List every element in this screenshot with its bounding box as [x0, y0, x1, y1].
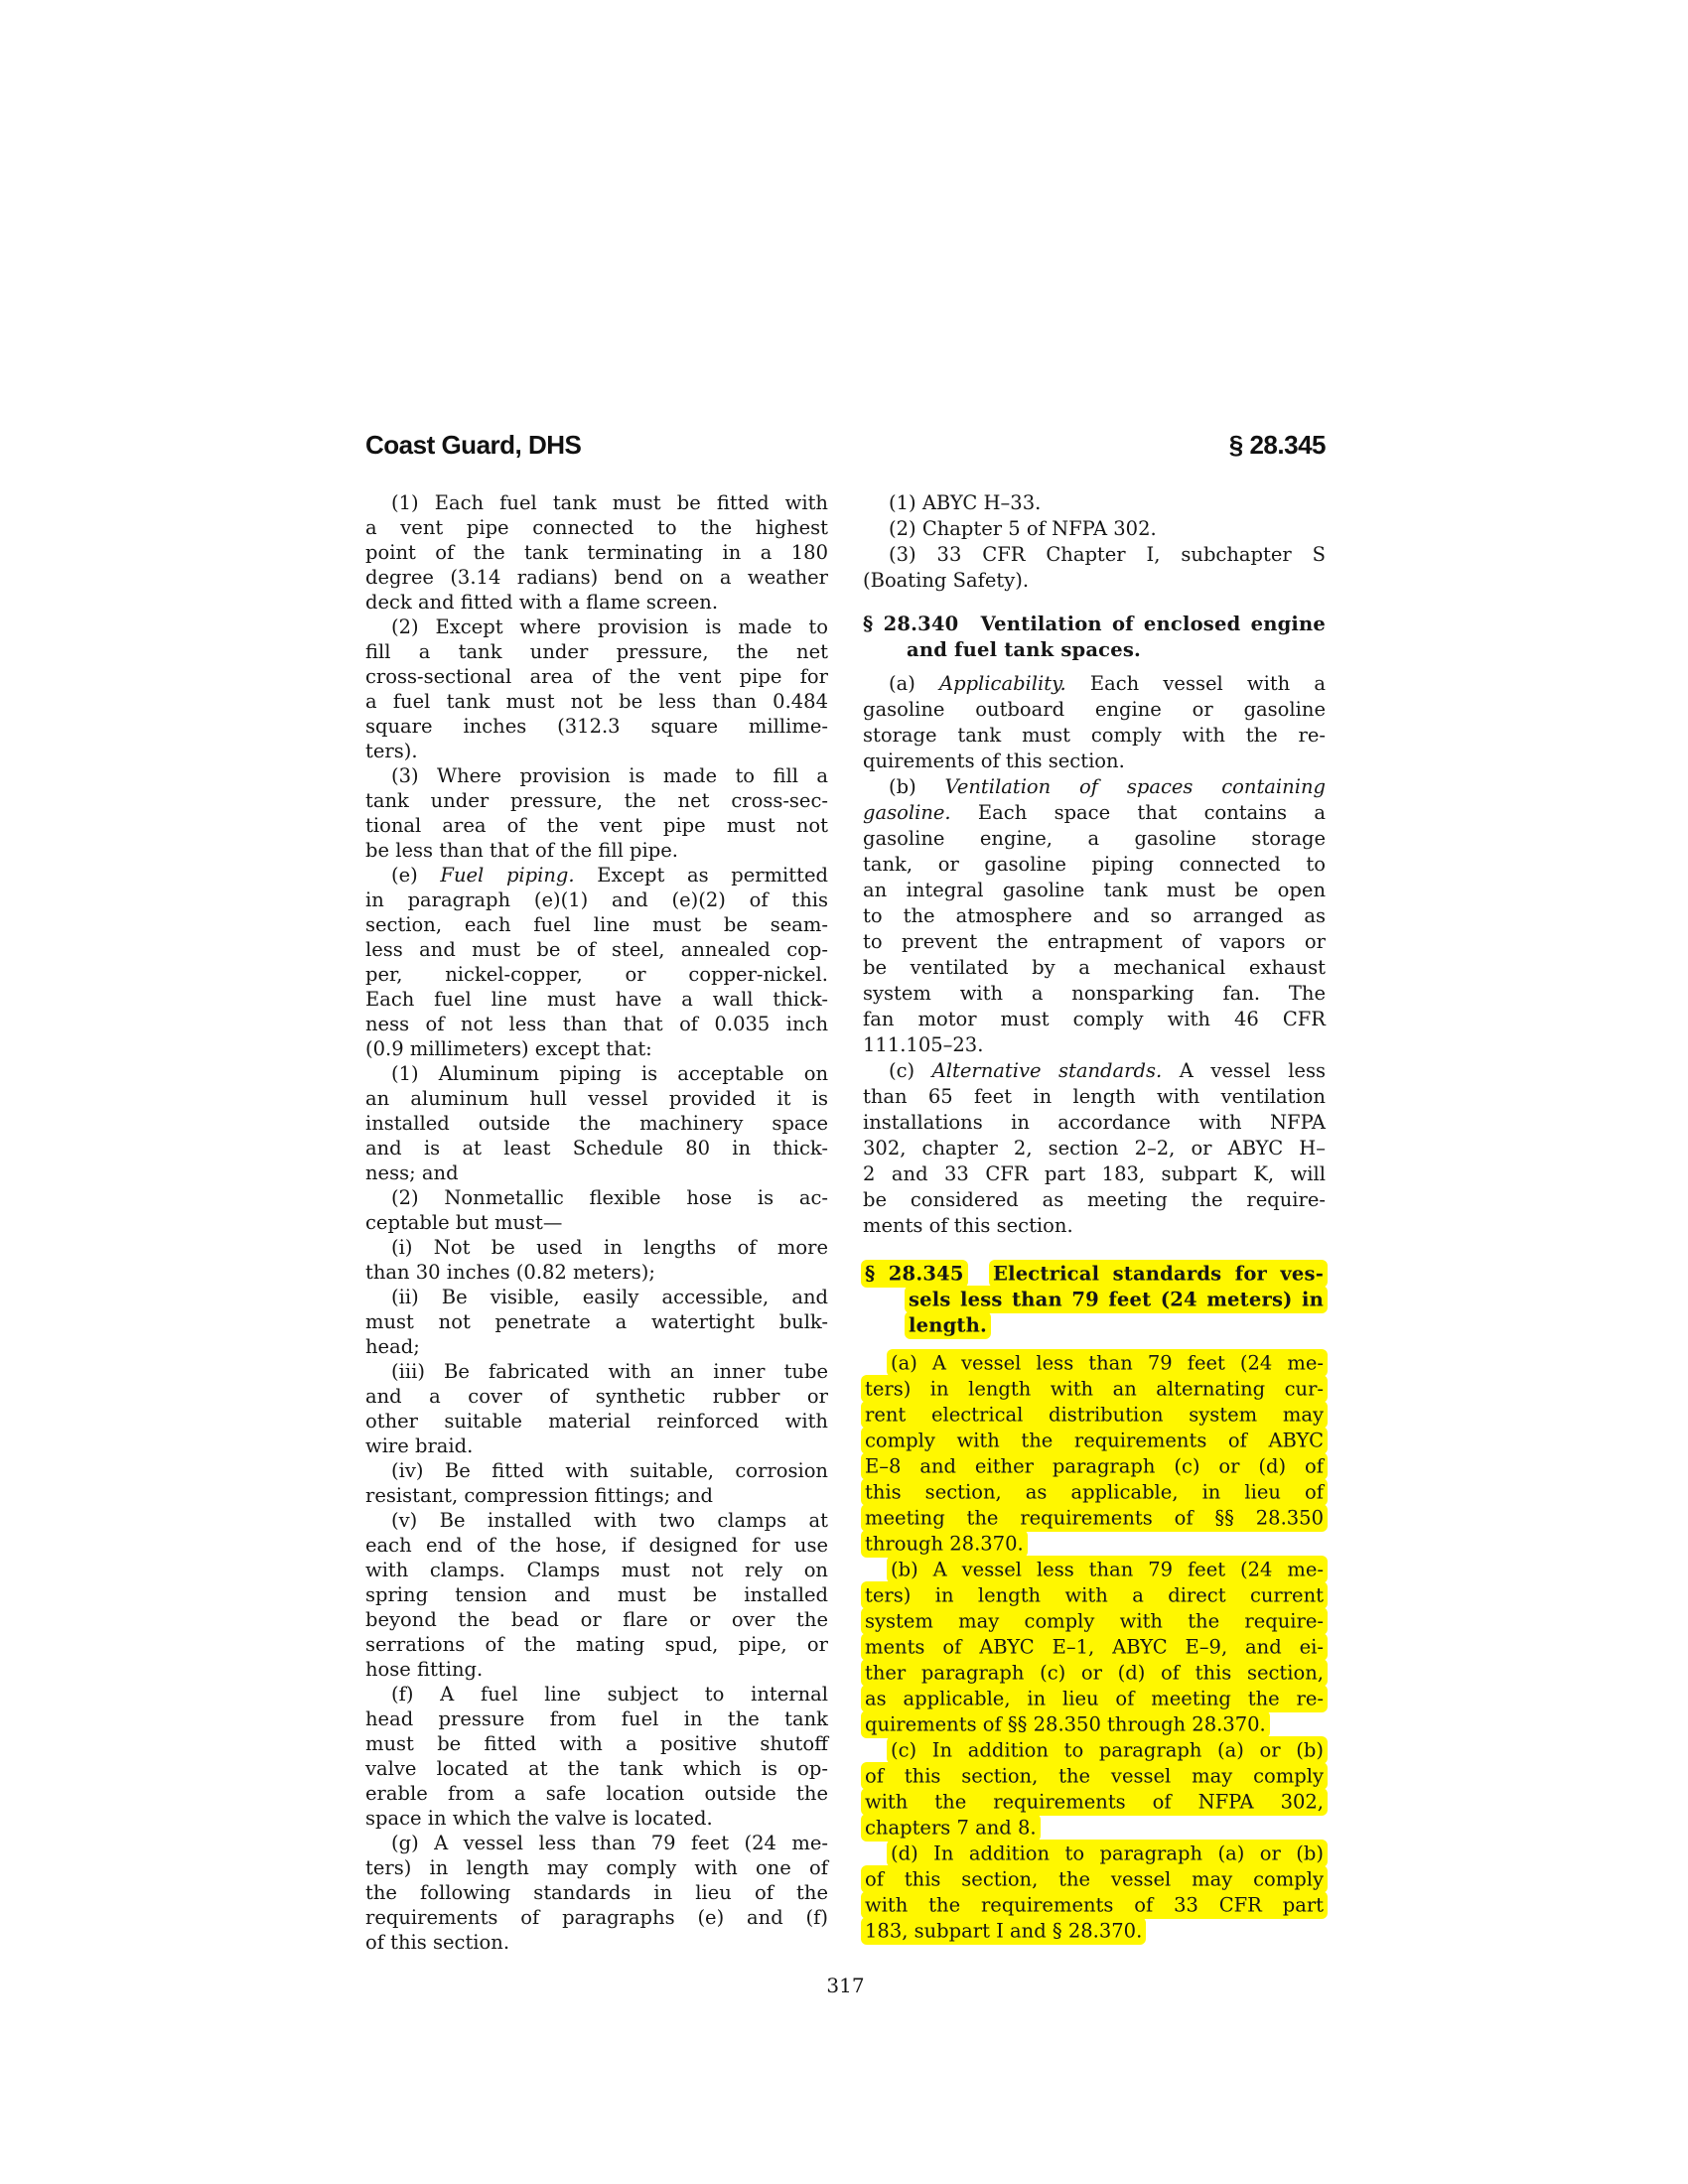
- text-line: [863, 1660, 1326, 1686]
- text-line: head;: [365, 1335, 420, 1358]
- text-line: to prevent the entrapment of vapors or: [863, 930, 1326, 953]
- text-line: [863, 1312, 1326, 1338]
- text-line: tank, or gasoline piping connected to: [863, 853, 1326, 876]
- section-heading: [863, 612, 1326, 663]
- text-line: and fuel tank spaces.: [907, 638, 1142, 661]
- highlight: as applicable, in lieu of meeting the re-: [861, 1685, 1328, 1712]
- column-left: [365, 490, 828, 1955]
- text-line: [863, 1686, 1326, 1711]
- text-line: ters) in length may comply with one of: [365, 1856, 828, 1879]
- text-line: a vent pipe connected to the highest: [365, 516, 828, 539]
- text-line: [863, 1789, 1326, 1815]
- highlight: 183, subpart I and § 28.370.: [861, 1917, 1146, 1945]
- highlight: meeting the requirements of §§ 28.350: [861, 1504, 1328, 1532]
- text-line: less and must be of steel, annealed cop-: [365, 938, 828, 961]
- text-line: (b) Ventilation of spaces containing: [889, 775, 1326, 798]
- text-line: [863, 1531, 1326, 1557]
- highlight: (c) In addition to paragraph (a) or (b): [887, 1736, 1328, 1764]
- text-line: a fuel tank must not be less than 0.484: [365, 690, 828, 713]
- text-line: (1) Each fuel tank must be fitted with: [391, 491, 828, 514]
- text-line: [863, 1261, 1326, 1287]
- paragraph: [365, 1061, 828, 1185]
- highlight: sels less than 79 feet (24 meters) in: [905, 1286, 1328, 1313]
- highlight: quirements of §§ 28.350 through 28.370.: [861, 1710, 1270, 1738]
- text-line: [863, 1479, 1326, 1505]
- highlight: ters) in length with an alternating cur-: [861, 1375, 1328, 1403]
- text-line: [863, 1634, 1326, 1660]
- text-line: [863, 1866, 1326, 1892]
- text-line: and is at least Schedule 80 in thick-: [365, 1137, 828, 1160]
- text-line: § 28.340 Ventilation of enclosed engine: [863, 613, 1326, 635]
- paragraph: [365, 1682, 828, 1831]
- text-line: an integral gasoline tank must be open: [863, 879, 1326, 901]
- paragraph: [863, 774, 1326, 1058]
- text-line: quirements of this section.: [863, 750, 1125, 772]
- highlight: (a) A vessel less than 79 feet (24 me-: [887, 1349, 1328, 1377]
- text-line: other suitable material reinforced with: [365, 1410, 828, 1433]
- paragraph: [365, 763, 828, 863]
- text-line: (ii) Be visible, easily accessible, and: [391, 1286, 828, 1308]
- highlight: ters) in length with a direct current: [861, 1581, 1328, 1609]
- highlight: with the requirements of NFPA 302,: [861, 1788, 1328, 1816]
- text-line: spring tension and must be installed: [365, 1583, 828, 1606]
- text-line: [863, 1841, 1326, 1866]
- text-line: gasoline engine, a gasoline storage: [863, 827, 1326, 850]
- paragraph: [365, 863, 828, 1061]
- text-line: ments of this section.: [863, 1214, 1073, 1237]
- text-line: each end of the hose, if designed for use: [365, 1534, 828, 1557]
- column-right: [863, 490, 1326, 1944]
- text-line: (1) Aluminum piping is acceptable on: [391, 1062, 828, 1085]
- running-head: [365, 430, 1326, 461]
- highlight: comply with the requirements of ABYC: [861, 1427, 1328, 1454]
- text-line: beyond the bead or flare or over the: [365, 1608, 828, 1631]
- highlight: this section, as applicable, in lieu of: [861, 1478, 1328, 1506]
- text-line: tional area of the vent pipe must not: [365, 814, 828, 837]
- text-line: (i) Not be used in lengths of more: [391, 1236, 828, 1259]
- section-heading: [863, 1261, 1326, 1338]
- running-head-left: Coast Guard, DHS: [365, 430, 582, 460]
- text-line: and a cover of synthetic rubber or: [365, 1385, 828, 1408]
- text-line: wire braid.: [365, 1434, 474, 1457]
- paragraph: [863, 1058, 1326, 1239]
- text-line: than 30 inches (0.82 meters);: [365, 1261, 655, 1284]
- text-line: per, nickel-copper, or copper-nickel.: [365, 963, 828, 986]
- text-line: [863, 1918, 1326, 1944]
- highlight: length.: [905, 1311, 991, 1339]
- text-line: 111.105–23.: [863, 1033, 984, 1056]
- text-line: serrations of the mating spud, pipe, or: [365, 1633, 828, 1656]
- text-line: than 65 feet in length with ventilation: [863, 1085, 1326, 1108]
- text-line: point of the tank terminating in a 180: [365, 541, 828, 564]
- text-line: (Boating Safety).: [863, 569, 1030, 592]
- paragraph: [863, 671, 1326, 774]
- text-line: [863, 1582, 1326, 1608]
- paragraph: [365, 1508, 828, 1682]
- text-line: Each fuel line must have a wall thick-: [365, 988, 828, 1011]
- text-line: [863, 1557, 1326, 1582]
- text-line: [863, 1737, 1326, 1763]
- text-line: (e) Fuel piping. Except as permitted: [391, 864, 828, 887]
- text-line: ceptable but must—: [365, 1211, 563, 1234]
- text-line: tank under pressure, the net cross-sec-: [365, 789, 828, 812]
- paragraph: [863, 1350, 1326, 1557]
- text-line: must not penetrate a watertight bulk-: [365, 1310, 828, 1333]
- paragraph: [863, 542, 1326, 594]
- highlight: § 28.345: [861, 1260, 968, 1288]
- paragraph: [863, 1841, 1326, 1944]
- text-line: must be fitted with a positive shutoff: [365, 1732, 828, 1755]
- text-line: be less than that of the fill pipe.: [365, 839, 678, 862]
- text-line: (v) Be installed with two clamps at: [391, 1509, 828, 1532]
- paragraph: [863, 1557, 1326, 1737]
- highlight: of this section, the vessel may comply: [861, 1762, 1328, 1790]
- paragraph: [863, 490, 1326, 516]
- text-line: (a) Applicability. Each vessel with a: [889, 672, 1326, 695]
- text-line: storage tank must comply with the re-: [863, 724, 1326, 747]
- highlight: ments of ABYC E–1, ABYC E–9, and ei-: [861, 1633, 1328, 1661]
- paragraph: [863, 1737, 1326, 1841]
- text-line: square inches (312.3 square millime-: [365, 715, 828, 738]
- paragraph: [365, 1359, 828, 1458]
- text-line: space in which the valve is located.: [365, 1807, 713, 1830]
- text-line: (2) Chapter 5 of NFPA 302.: [889, 517, 1157, 540]
- text-line: section, each fuel line must be seam-: [365, 913, 828, 936]
- text-line: in paragraph (e)(1) and (e)(2) of this: [365, 888, 828, 911]
- text-line: [863, 1815, 1326, 1841]
- text-line: (1) ABYC H–33.: [889, 491, 1042, 514]
- text-line: (2) Nonmetallic flexible hose is ac-: [391, 1186, 828, 1209]
- text-line: an aluminum hull vessel provided it is: [365, 1087, 828, 1110]
- text-line: fan motor must comply with 46 CFR: [863, 1008, 1326, 1030]
- text-line: head pressure from fuel in the tank: [365, 1707, 828, 1730]
- text-line: resistant, compression fittings; and: [365, 1484, 714, 1507]
- text-line: valve located at the tank which is op-: [365, 1757, 828, 1780]
- text-line: (3) Where provision is made to fill a: [391, 764, 828, 787]
- text-line: (iv) Be fitted with suitable, corrosion: [391, 1459, 828, 1482]
- text-line: gasoline. Each space that contains a: [863, 801, 1326, 824]
- highlight: Electrical standards for ves-: [989, 1260, 1328, 1288]
- text-line: degree (3.14 radians) bend on a weather: [365, 566, 828, 589]
- text-line: [863, 1402, 1326, 1428]
- text-line: [863, 1763, 1326, 1789]
- paragraph: [365, 1185, 828, 1235]
- text-line: requirements of paragraphs (e) and (f): [365, 1906, 828, 1929]
- text-line: [863, 1892, 1326, 1918]
- text-line: (2) Except where provision is made to: [391, 615, 828, 638]
- highlight: (d) In addition to paragraph (a) or (b): [887, 1840, 1328, 1867]
- text-line: with clamps. Clamps must not rely on: [365, 1559, 828, 1581]
- highlight: E–8 and either paragraph (c) or (d) of: [861, 1452, 1328, 1480]
- text-line: installed outside the machinery space: [365, 1112, 828, 1135]
- text-line: to the atmosphere and so arranged as: [863, 904, 1326, 927]
- text-line: system with a nonsparking fan. The: [863, 982, 1326, 1005]
- paragraph: [365, 1831, 828, 1955]
- text-line: [863, 1711, 1326, 1737]
- paragraph: [365, 1458, 828, 1508]
- highlight: chapters 7 and 8.: [861, 1814, 1041, 1842]
- text-line: [863, 1287, 1326, 1312]
- text-line: ness of not less than that of 0.035 inch: [365, 1013, 828, 1035]
- highlight: rent electrical distribution system may: [861, 1401, 1328, 1429]
- highlight: (b) A vessel less than 79 feet (24 me-: [887, 1556, 1328, 1583]
- text-line: (3) 33 CFR Chapter I, subchapter S: [889, 543, 1326, 566]
- text-line: (0.9 millimeters) except that:: [365, 1037, 652, 1060]
- text-line: deck and fitted with a flame screen.: [365, 591, 719, 614]
- text-line: (iii) Be fabricated with an inner tube: [391, 1360, 828, 1383]
- text-line: [863, 1350, 1326, 1376]
- text-line: hose fitting.: [365, 1658, 484, 1681]
- highlight: through 28.370.: [861, 1530, 1028, 1558]
- text-line: [863, 1428, 1326, 1453]
- text-line: [863, 1376, 1326, 1402]
- highlight: with the requirements of 33 CFR part: [861, 1891, 1328, 1919]
- text-line: cross-sectional area of the vent pipe for: [365, 665, 828, 688]
- running-head-right: § 28.345: [1228, 430, 1326, 460]
- text-line: installations in accordance with NFPA: [863, 1111, 1326, 1134]
- paragraph: [365, 490, 828, 614]
- text-line: [863, 1505, 1326, 1531]
- text-line: (c) Alternative standards. A vessel less: [889, 1059, 1326, 1082]
- paragraph: [365, 614, 828, 763]
- paragraph: [863, 516, 1326, 542]
- text-line: (g) A vessel less than 79 feet (24 me-: [391, 1832, 828, 1854]
- highlight: of this section, the vessel may comply: [861, 1865, 1328, 1893]
- text-line: gasoline outboard engine or gasoline: [863, 698, 1326, 721]
- text-line: 302, chapter 2, section 2–2, or ABYC H–: [863, 1137, 1326, 1160]
- highlight: system may comply with the require-: [861, 1607, 1328, 1635]
- page-number: 317: [826, 1974, 865, 1997]
- text-line: ness; and: [365, 1161, 459, 1184]
- paragraph: [365, 1235, 828, 1285]
- text-line: be ventilated by a mechanical exhaust: [863, 956, 1326, 979]
- text-line: (f) A fuel line subject to internal: [391, 1683, 828, 1706]
- text-line: erable from a safe location outside the: [365, 1782, 828, 1805]
- text-line: 2 and 33 CFR part 183, subpart K, will: [863, 1162, 1326, 1185]
- highlight: ther paragraph (c) or (d) of this section,: [861, 1659, 1328, 1687]
- text-line: [863, 1608, 1326, 1634]
- text-line: be considered as meeting the require-: [863, 1188, 1326, 1211]
- paragraph: [365, 1285, 828, 1359]
- text-line: of this section.: [365, 1931, 510, 1954]
- text-line: the following standards in lieu of the: [365, 1881, 828, 1904]
- text-line: [863, 1453, 1326, 1479]
- text-line: ters).: [365, 740, 418, 762]
- text-line: fill a tank under pressure, the net: [365, 640, 828, 663]
